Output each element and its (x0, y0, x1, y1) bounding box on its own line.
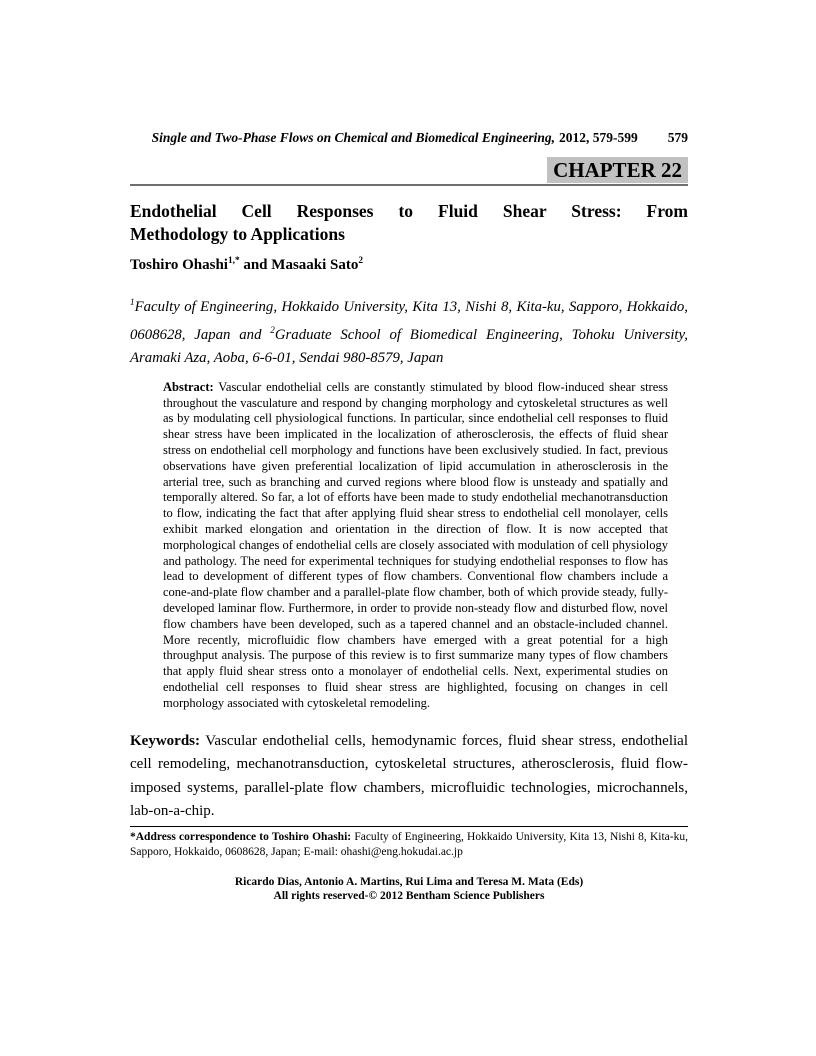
affiliation-2-superscript: 2 (270, 324, 275, 335)
abstract-block (163, 380, 668, 712)
keywords-block (130, 730, 688, 824)
affiliation-1-text: Faculty of Engineering, Hokkaido University, Kita 13, Nishi 8, Kita-ku, Sapporo, Hokkaido, 0608628, Japan and (130, 298, 688, 343)
article-title (130, 200, 688, 246)
running-head-issue-info: 2012, 579-599 (559, 130, 638, 145)
article-title-line2: Methodology to Applications (130, 224, 345, 244)
chapter-badge: CHAPTER 22 (547, 157, 688, 183)
article-title-line1: Endothelial Cell Responses to Fluid Shear Stress: From (130, 201, 688, 221)
publisher-footer (130, 875, 688, 904)
affiliation-2-text: Graduate School of Biomedical Engineering, Tohoku University, Aramaki Aza, Aoba, 6-6-01, Sendai 980-8579, Japan (130, 326, 688, 366)
footnote-rule (130, 826, 688, 827)
running-head (130, 131, 688, 145)
abstract-label: Abstract: (163, 379, 214, 394)
affiliation-1-superscript: 1 (130, 297, 135, 307)
author-name-1: Toshiro Ohashi (130, 257, 228, 273)
running-head-page-number: 579 (667, 130, 688, 145)
correspondence-label: *Address correspondence to Toshiro Ohashi: (130, 830, 352, 843)
author-2-superscript: 2 (358, 256, 364, 266)
affiliation-block (130, 291, 688, 370)
chapter-row (130, 157, 688, 183)
editors-line: Ricardo Dias, Antonio A. Martins, Rui Lima and Teresa M. Mata (Eds) (234, 875, 584, 888)
author-1-superscript: 1,* (227, 256, 240, 266)
authors-connector: and (239, 257, 272, 273)
abstract-body: Vascular endothelial cells are constantly stimulated by blood flow-induced shear stress throughout the vasculature and respond by changing morphology and cytoskeletal structures as well as by modulating cell physiological functions. In particular, since endothelial cell responses to fluid shear stress have been implicated in the localization of atherosclerosis, the effects of fluid shear stress on endothelial cell morphology and functions have been exclusively studied. In fact, previous observations have given preferential localization of lipid accumulation in atherosclerosis in the arterial tree, such as branching and curved regions where blood flow is unsteady and spatially and temporally altered. So far, a lot of efforts have been made to study endothelial mechanotransduction to flow, indicating the fact that after applying fluid shear stress to endothelial cell monolayer, cells exhibit marked elongation and orientation in the direction of flow. It is now accepted that morphological changes of endothelial cells are closely associated with modulation of cell physiology and pathology. The need for experimental techniques for studying endothelial responses to flow has lead to development of different types of flow chambers. Conventional flow chambers include a cone-and-plate flow chamber and a parallel-plate flow chamber, both of which provide steady, fully-developed laminar flow. Furthermore, in order to provide non-steady flow and disturbed flow, novel flow chambers have been developed, such as a tapered channel and an obstacle-included channel. More recently, microfluidic flow chambers have emerged with a great potential for a high throughput analysis. The purpose of this review is to first summarize many types of flow chambers that apply fluid shear stress onto a monolayer of endothelial cells. Next, experimental studies on endothelial cell responses to fluid shear stress are highlighted, focusing on changes in cell morphology associated with cytoskeletal remodeling. (163, 379, 668, 710)
rights-line: All rights reserved-© 2012 Bentham Science Publishers (273, 890, 545, 903)
keywords-label: Keywords: (130, 732, 200, 749)
keywords-body: Vascular endothelial cells, hemodynamic forces, fluid shear stress, endothelial cell remodeling, mechanotransduction, cytoskeletal structures, atherosclerosis, fluid flow-imposed systems, parallel-plate flow chambers, microfluidic technologies, microchannels, lab-on-a-chip. (130, 732, 688, 820)
running-head-journal-title: Single and Two-Phase Flows on Chemical and Biomedical Engineering, (151, 130, 555, 145)
correspondence-footnote (130, 830, 688, 860)
author-name-2: Masaaki Sato (271, 257, 359, 273)
correspondence-body: Faculty of Engineering, Hokkaido University, Kita 13, Nishi 8, Kita-ku, Sapporo, Hokkaido, 0608628, Japan; E-mail: ohashi@eng.hokudai.ac.jp (130, 830, 688, 858)
authors-line (130, 251, 688, 275)
header-rule (130, 184, 688, 186)
